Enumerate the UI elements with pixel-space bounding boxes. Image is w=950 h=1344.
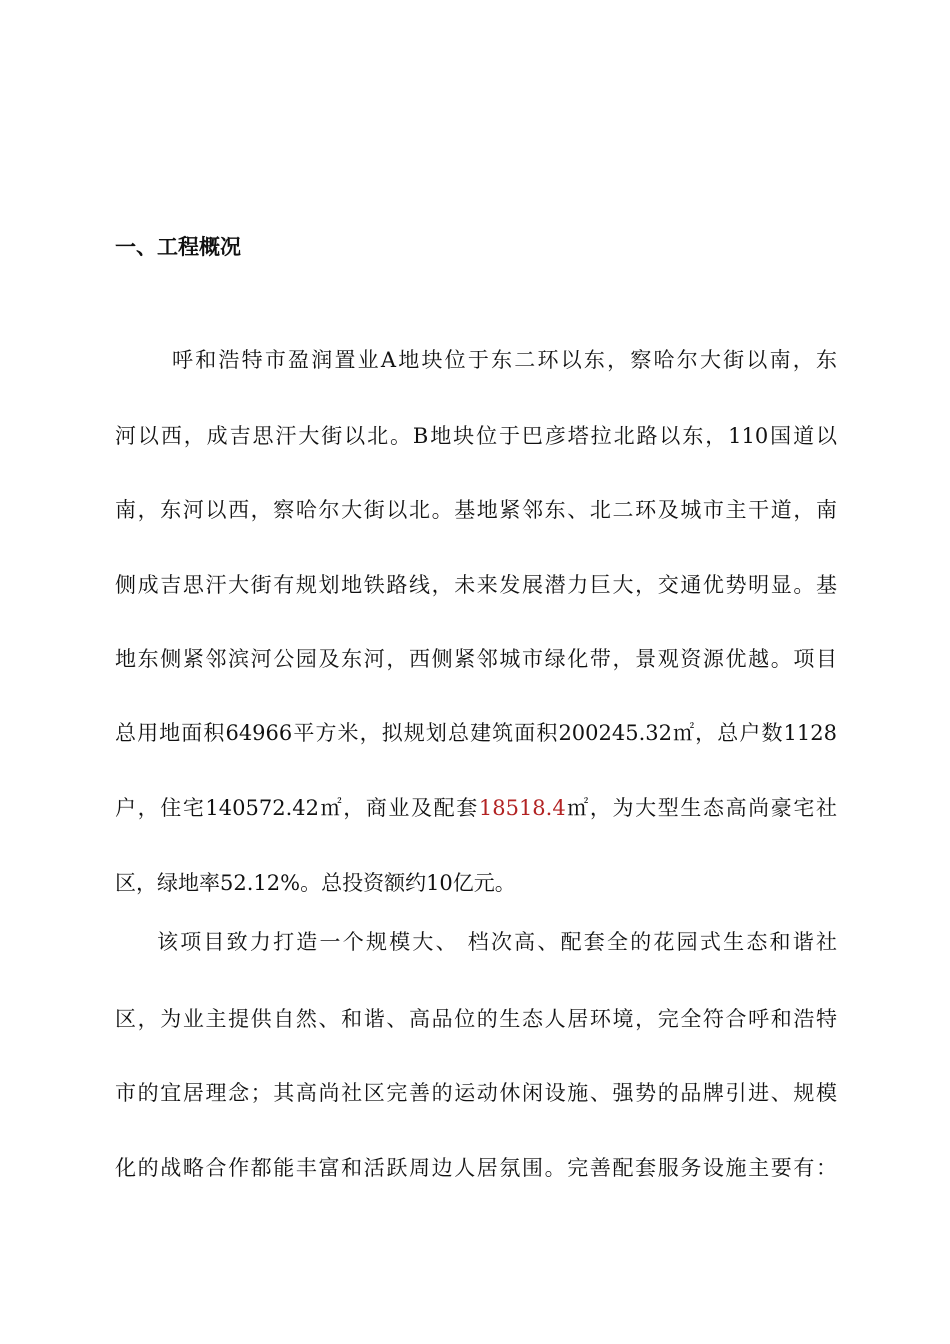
paragraph-1-line-2: 河以西，成吉思汗大街以北。B地块位于巴彦塔拉北路以东，110国道以 xyxy=(115,424,837,448)
line-7-text-before: 户，住宅140572.42㎡，商业及配套 xyxy=(115,796,479,820)
paragraph-2-line-1: 该项目致力打造一个规模大、 档次高、配套全的花园式生态和谐社 xyxy=(157,930,837,954)
highlighted-commercial-area: 18518.4 xyxy=(478,796,566,820)
paragraph-1-line-4: 侧成吉思汗大街有规划地铁路线，未来发展潜力巨大，交通优势明显。基 xyxy=(115,573,837,597)
paragraph-1-line-6: 总用地面积64966平方米，拟规划总建筑面积200245.32㎡，总户数1128 xyxy=(115,721,837,745)
line-7-text-after: ㎡，为大型生态高尚豪宅社 xyxy=(565,796,837,820)
paragraph-1-line-7 xyxy=(115,793,837,823)
paragraph-1-line-1: 呼和浩特市盈润置业A地块位于东二环以东，察哈尔大街以南，东 xyxy=(172,348,837,372)
paragraph-1-line-3: 南，东河以西，察哈尔大街以北。基地紧邻东、北二环及城市主干道，南 xyxy=(115,498,837,522)
paragraph-1-line-8: 区，绿地率52.12%。总投资额约10亿元。 xyxy=(115,871,516,895)
paragraph-2-line-4: 化的战略合作都能丰富和活跃周边人居氛围。完善配套服务设施主要有： xyxy=(115,1156,837,1180)
paragraph-2-line-2: 区，为业主提供自然、和谐、高品位的生态人居环境，完全符合呼和浩特 xyxy=(115,1007,837,1031)
paragraph-2-line-3: 市的宜居理念；其高尚社区完善的运动休闲设施、强势的品牌引进、规模 xyxy=(115,1081,837,1105)
paragraph-1-line-5: 地东侧紧邻滨河公园及东河，西侧紧邻城市绿化带，景观资源优越。项目 xyxy=(115,647,837,671)
section-heading: 一、工程概况 xyxy=(115,235,241,259)
